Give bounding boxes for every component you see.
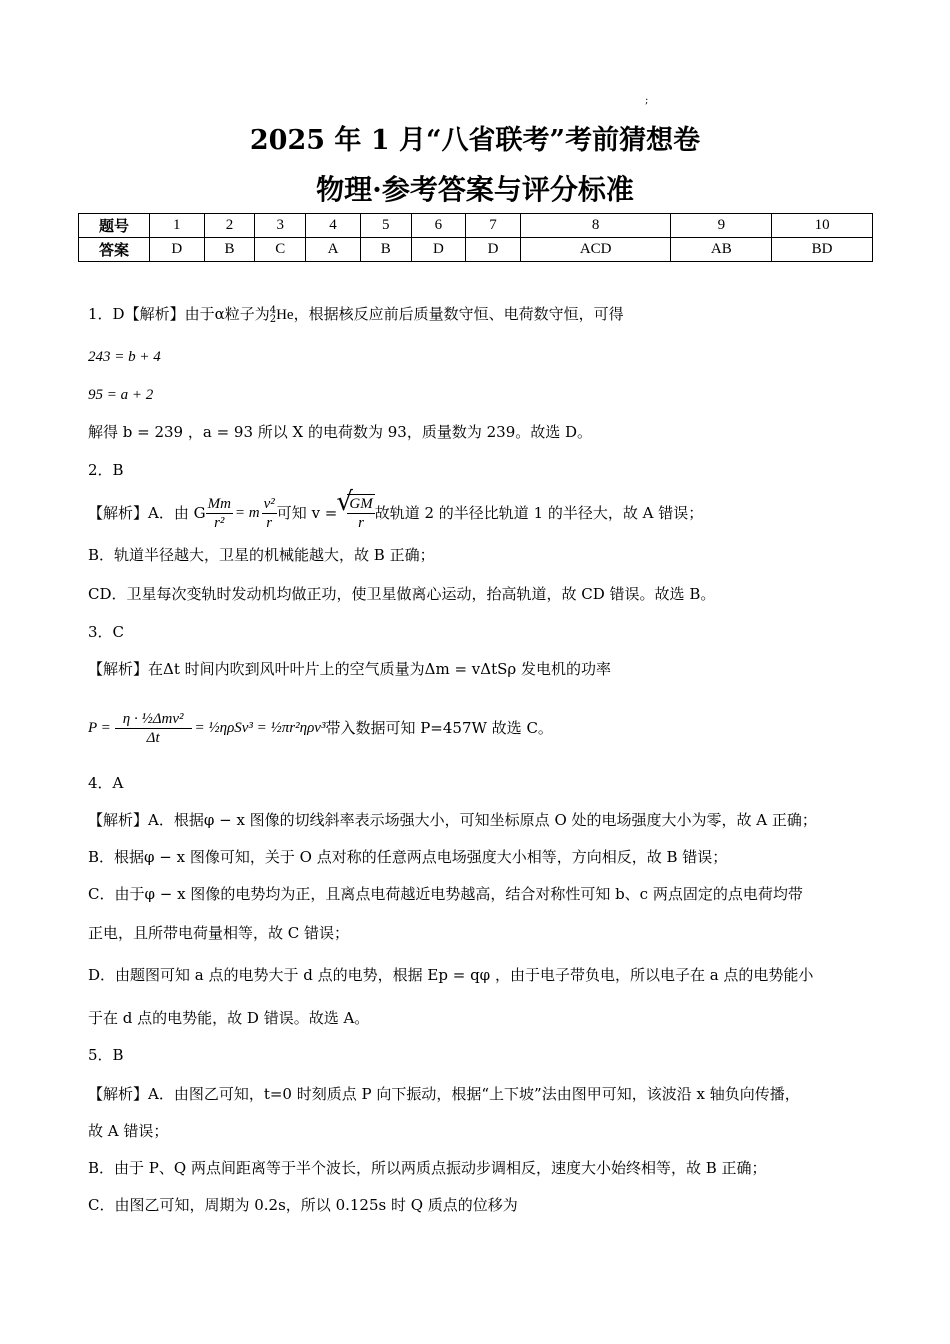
table-cell: 1: [150, 214, 205, 238]
table-cell: D: [411, 238, 466, 262]
centripetal-fraction: [262, 495, 277, 532]
sqrt-fraction: [347, 495, 374, 532]
q3-power-formula: [88, 696, 553, 760]
q5-analysis-c: C．由图乙可知，周期为 0.2s，所以 0.125s 时 Q 质点的位移为: [88, 1196, 518, 1214]
answer-table: [78, 213, 873, 262]
q5-analysis-a1: 【解析】A．由图乙可知，t=0 时刻质点 P 向下振动，根据“上下坡”法由图甲可知，该波沿 x 轴负向传播，: [88, 1085, 800, 1103]
question-number-row: [79, 214, 873, 238]
q2-a-tail: 故轨道 2 的半径比轨道 1 的半径大，故 A 错误；: [374, 503, 704, 522]
power-fraction: [115, 710, 192, 747]
fraction-denominator: r: [266, 514, 273, 531]
table-cell: 9: [671, 214, 772, 238]
table-cell: 8: [520, 214, 671, 238]
table-cell: BD: [772, 238, 873, 262]
table-cell: D: [466, 238, 521, 262]
q2-a-prefix: 【解析】A．由 G: [88, 503, 206, 522]
q3-heading: 3．C: [88, 623, 125, 641]
table-cell: 4: [306, 214, 361, 238]
q2-a-mid: 可知 v =: [276, 503, 338, 522]
row-label-number: 题号: [79, 214, 150, 238]
q4-analysis-d1: D．由题图可知 a 点的电势大于 d 点的电势，根据 Ep = qφ ，由于电子带负电，所以电子在 a 点的电势能小: [88, 966, 814, 984]
table-cell: B: [360, 238, 411, 262]
q3-line1: 【解析】在Δt 时间内吹到风叶叶片上的空气质量为Δm = vΔtSρ 发电机的功率: [88, 660, 611, 678]
q5-analysis-a2: 故 A 错误；: [88, 1122, 169, 1140]
q5-analysis-b: B．由于 P、Q 两点间距离等于半个波长，所以两质点振动步调相反，速度大小始终相等，故 B 正确；: [88, 1159, 767, 1177]
fraction-numerator: η · ½Δmv²: [115, 710, 192, 729]
q3-tail: 带入数据可知 P=457W 故选 C。: [325, 718, 553, 737]
he-mass-number: 4: [269, 305, 277, 316]
q4-heading: 4．A: [88, 774, 124, 792]
q1-intro-text: 1．D【解析】由于α粒子为: [88, 305, 270, 323]
q1-result: 解得 b = 239 ，a = 93 所以 X 的电荷数为 93，质量数为 239。故选 D。: [88, 423, 593, 441]
fraction-numerator: v²: [263, 495, 275, 512]
gravity-fraction: [206, 495, 233, 532]
table-cell: D: [150, 238, 205, 262]
q1-equation-2: 95 = a + 2: [88, 387, 154, 403]
q1-equation-1: 243 = b + 4: [88, 349, 161, 365]
table-cell: ACD: [520, 238, 671, 262]
velocity-sqrt: [347, 494, 374, 532]
q4-analysis-c1: C．由于φ − x 图像的电势均为正，且离点电荷越近电势越高，结合对称性可知 b、c 两点固定的点电荷均带: [88, 885, 803, 903]
q2-analysis-b: B．轨道半径越大，卫星的机械能越大，故 B 正确；: [88, 546, 435, 564]
he-atomic-number: 2: [269, 314, 277, 325]
q4-analysis-b: B．根据φ − x 图像可知，关于 O 点对称的任意两点电场强度大小相等，方向相反，故 B 错误；: [88, 848, 728, 866]
table-cell: AB: [671, 238, 772, 262]
answer-key-subtitle: 物理·参考答案与评分标准: [316, 173, 634, 206]
q2-heading: 2．B: [88, 461, 124, 479]
power-label: P =: [88, 719, 111, 736]
table-cell: 7: [466, 214, 521, 238]
table-cell: A: [306, 238, 361, 262]
table-cell: C: [255, 238, 306, 262]
answer-row: [79, 238, 873, 262]
table-cell: B: [204, 238, 255, 262]
fraction-numerator: √ GM: [349, 496, 373, 512]
row-label-answer: 答案: [79, 238, 150, 262]
q4-analysis-d2: 于在 d 点的电势能，故 D 错误。故选 A。: [88, 1009, 370, 1027]
fraction-denominator: r²: [214, 514, 225, 531]
table-cell: 2: [204, 214, 255, 238]
fraction-denominator: Δt: [146, 729, 160, 746]
page-mark: ;: [645, 95, 649, 106]
table-cell: 10: [772, 214, 873, 238]
he-symbol: He: [276, 307, 294, 323]
q2-analysis-cd: CD．卫星每次变轨时发动机均做正功，使卫星做离心运动，抬高轨道，故 CD 错误。故选 B。: [88, 585, 716, 603]
fraction-numerator: Mm: [207, 495, 231, 512]
fraction-denominator: r: [358, 515, 364, 531]
q4-analysis-a: 【解析】A．根据φ − x 图像的切线斜率表示场强大小，可知坐标原点 O 处的电场强度大小为零，故 A 正确；: [88, 811, 817, 829]
q1-intro: [88, 306, 624, 324]
table-cell: 6: [411, 214, 466, 238]
q2-analysis-a: [88, 492, 703, 534]
q2-eq-mid: = m: [234, 504, 260, 521]
table-cell: 5: [360, 214, 411, 238]
power-expansion: = ½ηρSv³ = ½πr²ηρv³: [194, 719, 326, 736]
q5-heading: 5．B: [88, 1046, 124, 1064]
exam-title: 2025 年 1 月“八省联考”考前猜想卷: [249, 125, 701, 156]
q1-intro-tail: ，根据核反应前后质量数守恒、电荷数守恒，可得: [293, 305, 624, 323]
table-cell: 3: [255, 214, 306, 238]
q4-analysis-c2: 正电，且所带电荷量相等，故 C 错误；: [88, 924, 350, 942]
